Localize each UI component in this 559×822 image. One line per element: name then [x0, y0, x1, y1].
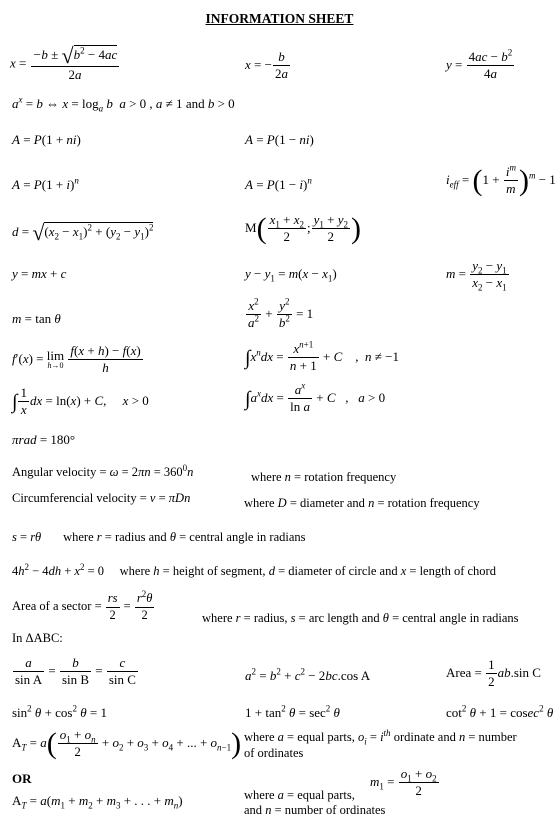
cosine-rule: $a^2 = b^2 + c^2 - 2bc.\cos$ A: [245, 666, 371, 683]
logarithm-definition: $a^x = b$ ⇔ $x = \log_a b$ a > 0 , a ≠ 1 and b > 0: [12, 94, 235, 114]
vertex-x-formula: x = − $\frac{b}{2a}$: [245, 49, 288, 82]
angular-velocity-formula: Angular velocity = $\omega = 2\pi n = 360^0n$: [12, 462, 194, 479]
word-and: and: [185, 96, 205, 111]
pythagorean-identity: $\sin^2 \theta + \cos^2 \theta = 1$: [12, 703, 107, 720]
reciprocal-integral: ∫ $\frac{1}{x}$ dx = ln(x) + C, x > 0: [12, 385, 149, 418]
compound-depreciation-formula: $A = P(1 - i)^n$: [245, 175, 312, 192]
page-title: INFORMATION SHEET: [205, 11, 354, 26]
circumferencial-velocity-label: Circumferencial velocity: [12, 491, 137, 505]
mid-ordinate-rule: $A_T = a(m_1 + m_2 + m_3$ + . . . + $m_n$): [12, 793, 183, 811]
triangle-heading: In ΔABC:: [12, 631, 63, 645]
triangle-area-formula: Area = $\frac{1}{2}$ ab.sin C: [446, 657, 541, 690]
inclination-formula: m = tan θ: [12, 311, 61, 326]
trapezium-rule-note-2: of ordinates: [244, 746, 304, 760]
radian-conversion: πrad = 180°: [12, 432, 76, 447]
exponential-integral: $\int a^xdx$ = $\frac{a^x}{\text{ln a}}$ + C , a > 0: [245, 380, 386, 415]
arc-length-formula: s = rθ where r = radius and θ = central angle in radians: [12, 530, 306, 544]
circumferencial-velocity-formula: Circumferencial velocity = v = πDn: [12, 491, 191, 505]
effective-interest-formula: $i_{eff} = (1$ + $\frac{i^m}{m}$ )$^m$ − 1: [446, 162, 556, 197]
trapezium-rule-note: where a = equal parts, $o_i = i^{th}$ ordinate and n = number: [244, 727, 517, 747]
mid-ordinate-note: where a = equal parts,: [244, 788, 355, 802]
mid-ordinate-note-2: and n = number of ordinates: [244, 803, 386, 817]
distance-formula: $d = √(x_2 - x_1)^2 + (y_2 - y_1)^2$: [12, 220, 154, 245]
circumferencial-velocity-note: where D = diameter and n = rotation frequency: [244, 496, 480, 510]
tangent-identity: $1 + \tan^2 \theta = \sec^2 \theta$: [245, 703, 340, 720]
sector-area-formula: Area of a sector = $\frac{rs}{2}$ = $\frac{r^2\theta}{2}$: [12, 588, 153, 622]
quadratic-formula: x = $\frac{-b \pm √b^2 - 4ac}{2a}$: [10, 43, 118, 82]
midpoint-formula: M( $\frac{x_1 + x_2}{2}$ ; $\frac{y_1 + y_2}{2}$ ): [245, 211, 361, 245]
or-label: OR: [12, 771, 32, 786]
simple-interest-formula: A = P(1 + ni): [12, 132, 81, 147]
angular-velocity-note: where n = rotation frequency: [251, 470, 397, 484]
segment-formula: $4h^2 - 4dh + x^2 = 0$ where h = height of segment, d = diameter of circle and x = length of chord: [12, 561, 496, 578]
first-principles-derivative: f′(x) = lim h→0 $\frac{f(x + h) - f(x)}{h}$: [12, 343, 141, 376]
ellipse-formula: $\frac{x^2}{a^2}$ + $\frac{y^2}{b^2}$ = 1: [248, 296, 314, 331]
simple-depreciation-formula: A = P(1 − ni): [245, 132, 314, 147]
trapezium-rule: $A_T = a$( $\frac{o_1 + o_n}{2}$ + $o_2 + o_3 + o_4$ + ... + $o_{n-1}$): [12, 726, 242, 760]
angular-velocity-label: Angular velocity: [12, 465, 97, 479]
compound-interest-formula: $A = P(1 + i)^n$: [12, 175, 79, 192]
straight-line-formula: y = mx + c: [12, 266, 67, 281]
cotangent-identity: $\cot^2 \theta + 1 = cosec^2$ θ: [446, 703, 554, 720]
sector-area-label: Area of a sector: [12, 599, 92, 614]
sector-area-note: where r = radius, s = arc length and θ = central angle in radians: [202, 611, 519, 625]
mid-ordinate-definition: $m_1$ = $\frac{o_1 + o_2}{2}$: [370, 766, 437, 799]
sine-rule: $\frac{a}{\text{sin A}}$ = $\frac{b}{\text{sin B}}$ = $\frac{c}{\text{sin C}}$: [15, 655, 136, 688]
vertex-y-formula: y = $\frac{4ac - b^2}{4a}$: [446, 47, 513, 82]
power-rule-integral: $\int x^ndx$ = $\frac{x^{n+1}}{n + 1}$ + C , n ≠ −1: [245, 339, 399, 374]
gradient-formula: m = $\frac{y_2 - y_1}{x_2 - x_1}$: [446, 258, 507, 293]
point-slope-formula: $y - y_1 = m(x - x_1)$: [245, 266, 337, 284]
